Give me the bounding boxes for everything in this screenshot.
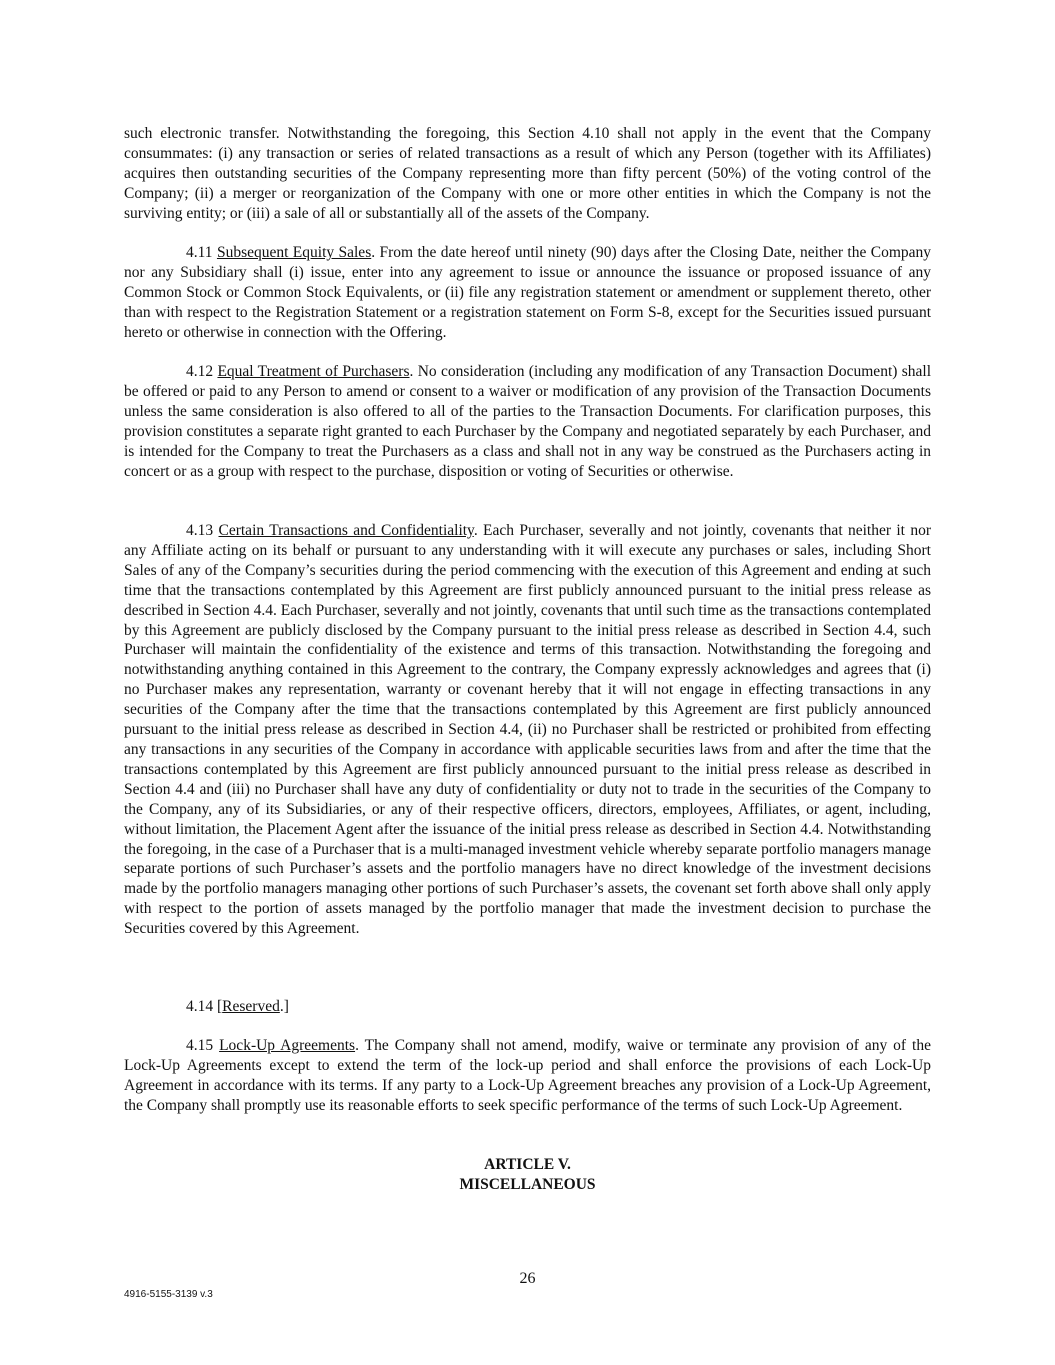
section-body: . The Company shall not amend, modify, waive or terminate any provision of any of the Lock-Up Agreements except to extend the term of the lock-up period and shall enforce the provisions of each Lock-Up Agreement in accordance with its terms. If any party to a Lock-Up Agreement breaches any provision of a Lock-Up Agreement, the Company shall promptly use its reasonable efforts to seek specific performance of the terms of such Lock-Up Agreement. [124,1037,931,1114]
section-title: Reserved [222,998,280,1015]
article-number: ARTICLE V. [484,1156,571,1173]
section-body: . No consideration (including any modification of any Transaction Document) shall be offered or paid to any Person to amend or consent to a waiver or modification of any provision of the Transaction Documents unless the same consideration is also offered to all of the parties to the Transaction Documents. For clarification purposes, this provision constitutes a separate right granted to each Purchaser by the Company and negotiated separately by each Purchaser, and is intended for the Company to treat the Purchasers as a class and shall not in any way be construed as the Purchasers acting in concert or as a group with respect to the purchase, disposition or voting of Securities or otherwise. [124,363,932,480]
article-title: MISCELLANEOUS [459,1175,596,1193]
section-4-12 [124,362,931,481]
section-4-13 [124,521,931,939]
section-4-11 [124,243,931,343]
section-4-14 [124,997,931,1017]
continuation-text: such electronic transfer. Notwithstanding the foregoing, this Section 4.10 shall not apply in the event that the Company consummates: (i) any transaction or series of related transactions as a result of which any Person (together with its Affiliates) acquires then outstanding securities of the Company representing more than fifty percent (50%) of the voting control of the Company; (ii) a merger or reorganization of the Company with one or more other entities in which the Company is not the surviving entity; or (iii) a sale of all or substantially all of the assets of the Company. [124,125,931,222]
page-number: 26 [519,1270,536,1287]
section-number: 4.14 [186,998,214,1015]
bracket-open: [ [217,998,223,1015]
section-4-15 [124,1036,931,1116]
section-body: . Each Purchaser, severally and not jointly, covenants that neither it nor any Affiliate acting on its behalf or pursuant to any understanding with it will execute any purchases or sales, including Short Sales of any of the Company’s securities during the period commencing with the execution of this Agreement and ending at such time that the transactions contemplated by this Agreement are first publicly announced pursuant to the initial press release as described in Section 4.4. Each Purchaser, severally and not jointly, covenants that until such time as the transactions contemplated by this Agreement are publicly disclosed by the Company pursuant to the initial press release as described in Section 4.4, such Purchaser will maintain the confidentiality of the existence and terms of this transaction. Notwithstanding the foregoing and notwithstanding anything contained in this Agreement to the contrary, the Company expressly acknowledges and agrees that (i) no Purchaser makes any representation, warranty or covenant hereby that it will not engage in effecting transactions in any securities of the Company after the time that the transactions contemplated by this Agreement are first publicly announced pursuant to the initial press release as described in Section 4.4, (ii) no Purchaser shall be restricted or prohibited from effecting any transactions in any securities of the Company in accordance with applicable securities laws from and after the time that the transactions contemplated by this Agreement are first publicly announced pursuant to the initial press release as described in Section 4.4 and (iii) no Purchaser shall have any duty of confidentiality or duty not to trade in the securities of the Company to the Company, any of its Subsidiaries, or any of their respective officers, directors, employees, Affiliates, or agent, including, without limitation, the Placement Agent after the issuance of the initial press release as described in Section 4.4. Notwithstanding the foregoing, in the case of a Purchaser that is a multi-managed investment vehicle whereby separate portfolio managers manage separate portions of such Purchaser’s assets and the portfolio managers have no direct knowledge of the investment decisions made by the portfolio managers managing other portions of such Purchaser’s assets, the covenant set forth above shall only apply with respect to the portion of assets managed by the portfolio manager that made the investment decision to purchase the Securities covered by this Agreement. [124,522,932,938]
section-number: 4.15 [186,1037,214,1054]
section-number: 4.13 [186,522,214,539]
paragraph-continuation [124,124,931,224]
section-number: 4.11 [186,244,213,261]
section-title: Equal Treatment of Purchasers [217,363,410,380]
section-title: Lock-Up Agreements [219,1037,356,1054]
section-number: 4.12 [186,363,214,380]
section-title: Subsequent Equity Sales [216,244,372,261]
section-body: . From the date hereof until ninety (90) days after the Closing Date, neither the Company nor any Subsidiary shall (i) issue, enter into any agreement to issue or announce the issuance or proposed issuance of any Common Stock or Common Stock Equivalents, or (ii) file any registration statement or amendment or supplement thereto, other than with respect to the Registration Statement or a registration statement on Form S-8, except for the Securities issued pursuant hereto or otherwise in connection with the Offering. [124,244,932,341]
bracket-close: .] [279,998,289,1015]
section-title: Certain Transactions and Confidentiality [218,522,474,539]
article-heading [124,1155,931,1195]
document-id: 4916-5155-3139 v.3 [124,1289,213,1300]
